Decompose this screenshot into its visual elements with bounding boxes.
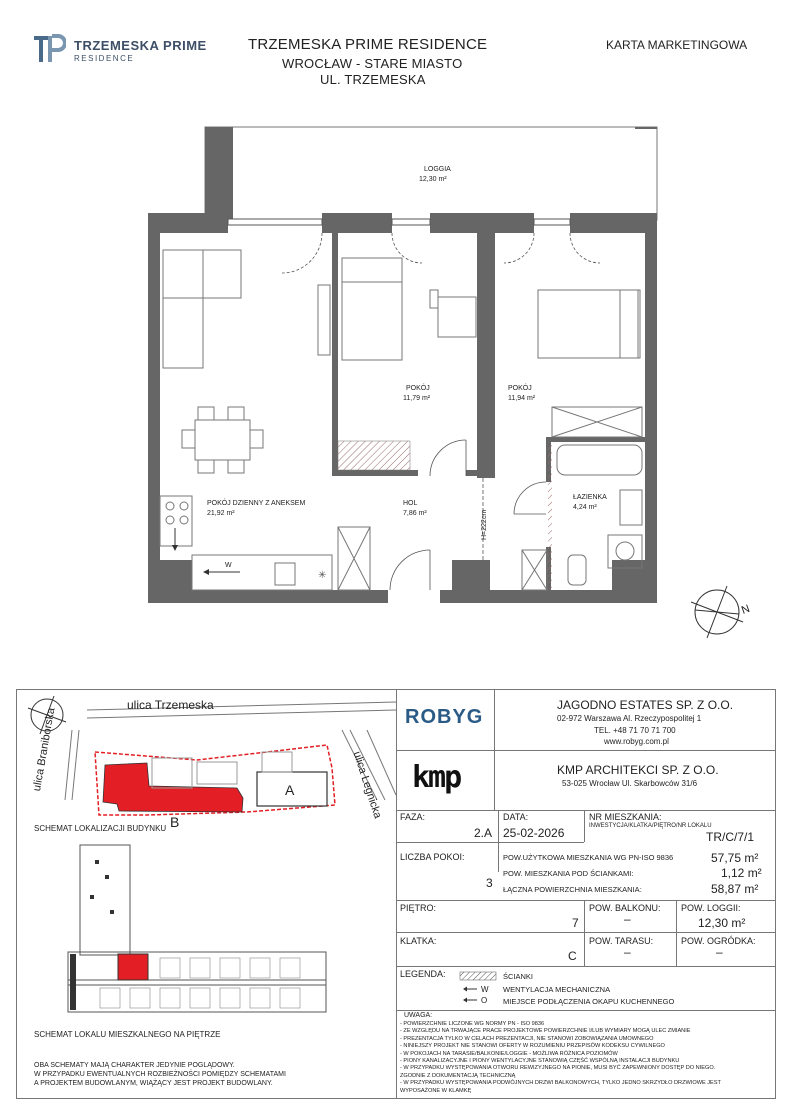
- balkon-value: –: [624, 912, 631, 926]
- taras-value: –: [624, 945, 631, 959]
- logo-sub: RESIDENCE: [74, 54, 135, 63]
- floor-schema: [60, 840, 380, 1020]
- svg-text:11,94 m²: 11,94 m²: [508, 395, 536, 402]
- data-value: 25-02-2026: [503, 826, 565, 840]
- pl-label: ŁĄCZNA POWIERZCHNIA MIESZKANIA:: [503, 885, 642, 894]
- pl-value: 58,87 m²: [711, 882, 759, 896]
- vent-w-label: W: [225, 562, 232, 569]
- hatch-icon: [460, 972, 496, 980]
- site-map: [17, 690, 396, 860]
- svg-text:11,79 m²: 11,79 m²: [403, 395, 431, 402]
- svg-text:H=222cm: H=222cm: [481, 509, 488, 540]
- pietro-label: PIĘTRO:: [400, 903, 437, 913]
- ps-value: 1,12 m²: [721, 866, 762, 880]
- note-line: - ZE WZGLĘDU NA TRWAJĄCE PRACE PROJEKTOWE POWIERZCHNIE I/LUB WYMIARY MOGĄ ULEC ZMIANIE: [400, 1028, 691, 1035]
- loggia-value: 12,30 m²: [698, 916, 746, 930]
- disclaimer-line-1: OBA SCHEMATY MAJĄ CHARAKTER JEDYNIE POGLĄDOWY.: [34, 1062, 235, 1069]
- site-schema: [17, 690, 396, 860]
- note-line: - POWIERZCHNIE LICZONE WG NORMY PN - ISO 9836: [400, 1021, 545, 1027]
- pu-label: POW.UŻYTKOWA MIESZKANIA WG PN-ISO 9836: [503, 853, 674, 862]
- floor-schema-drawing: [60, 840, 380, 1020]
- street-line: UL. TRZEMESKA: [320, 72, 426, 87]
- pokoje-value: 3: [486, 876, 493, 890]
- site-caption: SCHEMAT LOKALIZACJI BUDYNKU: [34, 824, 167, 833]
- nr-label: NR MIESZKANIA:: [589, 812, 662, 822]
- klatka-value: C: [568, 949, 577, 963]
- location-line: WROCŁAW - STARE MIASTO: [282, 56, 463, 71]
- note-line: - W POKOJACH NA TARASIE/BALKONIE/LOGGIE - MOŻLIWA RÓŻNICA POZIOMÓW: [400, 1050, 618, 1057]
- nr-value: TR/C/7/1: [706, 830, 755, 844]
- svg-text:HOL: HOL: [403, 500, 418, 507]
- pu-value: 57,75 m²: [711, 851, 759, 865]
- legend-item-3: MIEJSCE PODŁĄCZENIA OKAPU KUCHENNEGO: [503, 997, 675, 1006]
- note-line: - NINIEJSZY PROJEKT NIE STANOWI OFERTY W ROZUMIENIU PRZEPISÓW KODEKSU CYWILNEGO: [400, 1043, 665, 1050]
- note-line: - W PRZYPADKU WYSTĘPOWANIA OTWORU REWIZYJNEGO NA PIONIE, MUSI BYĆ ZAPEWNIONY DOSTĘP DO NIEGO.: [400, 1065, 716, 1072]
- compass-icon: [691, 586, 743, 638]
- ogrodek-label: POW. OGRÓDKA:: [681, 936, 756, 946]
- street-right: ulica Legnicka: [350, 750, 384, 821]
- building-a-label: A: [285, 782, 295, 798]
- taras-label: POW. TARASU:: [589, 936, 654, 946]
- developer-tel: TEL. +48 71 70 71 700: [594, 726, 676, 735]
- svg-text:N: N: [739, 602, 752, 617]
- svg-text:W: W: [481, 985, 489, 994]
- svg-text:✳: ✳: [318, 570, 327, 581]
- legend-title: LEGENDA:: [400, 969, 446, 979]
- faza-value: 2.A: [474, 826, 493, 840]
- svg-text:ŁAZIENKA: ŁAZIENKA: [573, 494, 607, 501]
- svg-text:12,30 m²: 12,30 m²: [419, 176, 447, 183]
- logo-name: TRZEMESKA PRIME: [74, 38, 207, 53]
- street-left: ulica Braniborska: [31, 706, 58, 793]
- balkon-label: POW. BALKONU:: [589, 903, 661, 913]
- developer-name: JAGODNO ESTATES SP. Z O.O.: [557, 698, 734, 712]
- developer-web: www.robyg.com.pl: [604, 737, 669, 746]
- svg-text:POKÓJ DZIENNY Z ANEKSEM: POKÓJ DZIENNY Z ANEKSEM: [207, 500, 306, 507]
- robyg-logo: ROBYG: [405, 706, 484, 728]
- note-line: - PIONY KANALIZACYJNE I PIONY WENTYLACYJNE STANOWIĄ CZĘŚĆ WSPÓLNĄ INSTALACJI BUDYNKU: [400, 1058, 680, 1065]
- svg-text:4,24 m²: 4,24 m²: [573, 504, 597, 511]
- svg-text:7,86 m²: 7,86 m²: [403, 510, 427, 517]
- svg-text:O: O: [481, 996, 488, 1005]
- pietro-value: 7: [572, 916, 579, 930]
- doc-type: KARTA MARKETINGOWA: [606, 38, 748, 52]
- notes-title: UWAGA:: [404, 1012, 433, 1019]
- pokoje-label: LICZBA POKOI:: [400, 852, 465, 862]
- klatka-label: KLATKA:: [400, 936, 437, 946]
- legend-symbols: [459, 971, 499, 1011]
- disclaimer-line-2: W PRZYPADKU EWENTUALNYCH ROZBIEŻNOŚCI POMIĘDZY SCHEMATAMI: [34, 1071, 286, 1078]
- data-label: DATA:: [503, 812, 529, 822]
- legend-item-1: ŚCIANKI: [503, 972, 534, 981]
- developer-address: 02-972 Warszawa Al. Rzeczypospolitej 1: [557, 714, 702, 723]
- architect-name: KMP ARCHITEKCI SP. Z O.O.: [557, 763, 719, 777]
- svg-text:POKÓJ: POKÓJ: [508, 385, 532, 392]
- note-line: ZGODNIE Z DOKUMENTACJĄ TECHNICZNĄ: [400, 1072, 516, 1079]
- street-top: ulica Trzemeska: [127, 698, 214, 712]
- loggia-label: POW. LOGGII:: [681, 903, 741, 913]
- page-title: TRZEMESKA PRIME RESIDENCE: [248, 36, 488, 53]
- notes-list: [400, 1021, 772, 1095]
- nr-sublabel: INWESTYCJA/KLATKA/PIĘTRO/NR LOKALU: [589, 823, 712, 829]
- note-line: - PREZENTACJA TYLKO W CELACH PREZENTACJI, NIE STANOWI ZOBOWIĄZANIA UMOWNEGO: [400, 1035, 654, 1042]
- legend-item-2: WENTYLACJA MECHANICZNA: [503, 985, 611, 994]
- ps-label: POW. MIESZKANIA POD ŚCIANKAMI:: [503, 869, 634, 878]
- kmp-logo: kmp: [412, 760, 461, 795]
- svg-text:21,92 m²: 21,92 m²: [207, 510, 235, 517]
- disclaimer-line-3: A PROJEKTEM BUDOWLANYM, WIĄŻĄCY JEST PROJEKT BUDOWLANY.: [34, 1080, 273, 1087]
- svg-text:POKÓJ: POKÓJ: [406, 385, 430, 392]
- note-line: - W PRZYPADKU WYSTĘPOWANIA PODWÓJNYCH DRZWI BALKONOWYCH, TYLKO JEDNO SKRZYDŁO DRZWIOWE JEST: [400, 1080, 721, 1087]
- floor-caption: SCHEMAT LOKALU MIESZKALNEGO NA PIĘTRZE: [34, 1030, 221, 1039]
- svg-text:LOGGIA: LOGGIA: [424, 166, 451, 173]
- faza-label: FAZA:: [400, 812, 426, 822]
- note-line: WYPOSAŻONE W KLAMKĘ: [400, 1087, 472, 1094]
- building-b-label: B: [170, 814, 180, 830]
- architect-address: 53-025 Wrocław Ul. Skarbowców 31/6: [562, 779, 698, 788]
- ogrodek-value: –: [716, 945, 723, 959]
